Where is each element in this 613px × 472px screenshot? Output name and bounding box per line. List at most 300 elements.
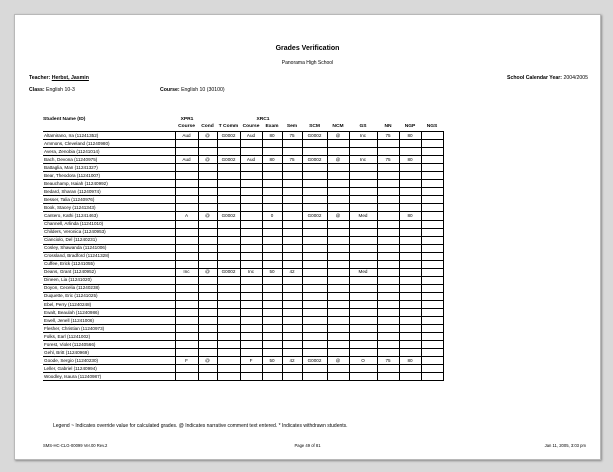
student-name-cell: Beauchamp, Isaiah (11240992) <box>43 180 175 188</box>
grade-cell <box>240 300 262 308</box>
table-row <box>43 373 443 381</box>
student-name-cell: Channell, Arlinda (11241010) <box>43 220 175 228</box>
footer-form-id: SMS-HC-CLG-00099 Ver.00 Rev.2 <box>43 443 108 448</box>
grade-cell: G0002 <box>217 268 240 276</box>
grade-cell <box>399 188 421 196</box>
grade-cell <box>377 309 399 317</box>
grade-cell <box>198 236 217 244</box>
grade-cell: Med <box>349 212 377 220</box>
grade-cell <box>421 228 443 236</box>
grade-cell <box>349 252 377 260</box>
column-header: GS <box>359 124 367 129</box>
grade-cell <box>399 148 421 156</box>
grade-cell <box>421 164 443 172</box>
grade-cell <box>302 252 327 260</box>
grade-cell <box>217 204 240 212</box>
grade-cell <box>282 365 302 373</box>
grade-cell <box>282 373 302 381</box>
grade-cell <box>262 292 282 300</box>
grade-cell <box>240 164 262 172</box>
grade-cell <box>217 220 240 228</box>
grade-cell <box>282 220 302 228</box>
grade-cell <box>282 300 302 308</box>
grade-cell <box>421 325 443 333</box>
grade-cell: G0002 <box>217 132 240 140</box>
table-row <box>43 172 443 180</box>
grade-cell <box>327 300 349 308</box>
grade-cell <box>262 341 282 349</box>
student-name-cell: Ammons, Cleveland (11240980) <box>43 140 175 148</box>
grade-cell <box>377 333 399 341</box>
grade-cell: G0002 <box>217 156 240 164</box>
grade-cell: F <box>240 357 262 365</box>
grade-cell: F <box>175 357 198 365</box>
grade-cell <box>421 292 443 300</box>
grade-cell <box>421 357 443 365</box>
student-name-cell: Ebel, Perry (11240248) <box>43 300 175 308</box>
grade-cell <box>349 284 377 292</box>
grade-cell <box>421 140 443 148</box>
grade-cell <box>175 341 198 349</box>
grade-cell <box>399 341 421 349</box>
grade-cell <box>175 236 198 244</box>
table-row <box>43 148 443 156</box>
table-row <box>43 365 443 373</box>
student-name-cell: Woodley, Isaura (11240987) <box>43 373 175 381</box>
grade-cell <box>217 188 240 196</box>
grade-cell <box>327 244 349 252</box>
grade-cell <box>217 236 240 244</box>
grade-cell <box>198 188 217 196</box>
grade-cell <box>327 309 349 317</box>
grade-cell: 75 <box>282 156 302 164</box>
grade-cell <box>377 228 399 236</box>
teacher-label: Teacher: <box>29 75 51 81</box>
grade-cell: 75 <box>377 156 399 164</box>
grade-cell <box>421 300 443 308</box>
grade-cell <box>262 204 282 212</box>
grade-cell <box>175 325 198 333</box>
grade-cell <box>377 196 399 204</box>
grade-cell <box>377 172 399 180</box>
grade-cell <box>240 260 262 268</box>
column-header: Exam <box>265 124 279 129</box>
grade-cell <box>262 276 282 284</box>
grade-cell: 75 <box>377 132 399 140</box>
grade-cell: Inc <box>349 132 377 140</box>
grade-cell <box>262 260 282 268</box>
grade-cell <box>327 220 349 228</box>
table-row <box>43 357 443 365</box>
xpr1-group-header: XPR1 <box>180 117 194 122</box>
grade-cell <box>240 180 262 188</box>
student-name-header: Student Name (ID) <box>43 117 86 122</box>
grade-cell <box>217 292 240 300</box>
grade-cell <box>349 244 377 252</box>
grade-cell <box>399 196 421 204</box>
grade-cell <box>302 204 327 212</box>
grade-cell <box>262 244 282 252</box>
grade-cell <box>327 292 349 300</box>
grade-cell <box>282 292 302 300</box>
grade-cell <box>377 180 399 188</box>
grade-cell <box>302 300 327 308</box>
grade-cell <box>262 148 282 156</box>
grade-cell: G0002 <box>302 357 327 365</box>
grade-cell <box>399 244 421 252</box>
grade-cell <box>175 300 198 308</box>
grade-cell <box>377 188 399 196</box>
grade-cell <box>327 276 349 284</box>
grade-cell: Inc <box>240 268 262 276</box>
grade-cell <box>282 244 302 252</box>
grade-cell <box>399 164 421 172</box>
student-name-cell: Cianciolo, Del (11240231) <box>43 236 175 244</box>
grade-cell <box>240 212 262 220</box>
grade-cell <box>217 276 240 284</box>
grade-cell <box>302 148 327 156</box>
student-name-cell: Ewalt, Beaulah (11240986) <box>43 309 175 317</box>
grade-cell <box>282 164 302 172</box>
column-header: NCM <box>332 124 344 129</box>
table-row <box>43 309 443 317</box>
grade-cell <box>198 204 217 212</box>
grade-cell <box>262 172 282 180</box>
student-name-cell: Cosley, Shawanda (11241006) <box>43 244 175 252</box>
column-header: Sem <box>286 124 298 129</box>
grade-cell <box>262 333 282 341</box>
grade-cell <box>262 252 282 260</box>
student-name-cell: Book, Stacey (11241343) <box>43 204 175 212</box>
school-name: Panorama High School <box>281 60 334 66</box>
grade-cell <box>217 365 240 373</box>
grade-cell: Inc <box>175 268 198 276</box>
student-name-cell: Bear, Theodora (11241007) <box>43 172 175 180</box>
grade-cell <box>399 292 421 300</box>
course-line <box>160 87 225 93</box>
grade-cell <box>302 325 327 333</box>
student-name-cell: Altamirano, Ira (11241352) <box>43 132 175 140</box>
grade-cell <box>282 325 302 333</box>
footer-page-number: Page 49 of 81 <box>294 443 321 448</box>
grade-cell <box>262 284 282 292</box>
grade-cell <box>262 373 282 381</box>
grade-cell <box>302 244 327 252</box>
student-name-cell: Avera, Zenobia (11241014) <box>43 148 175 156</box>
grade-cell <box>421 341 443 349</box>
grade-cell <box>175 180 198 188</box>
table-row <box>43 300 443 308</box>
grade-cell <box>377 212 399 220</box>
grade-cell <box>327 333 349 341</box>
grade-cell <box>175 220 198 228</box>
grade-cell <box>377 204 399 212</box>
grade-cell <box>282 333 302 341</box>
grade-cell <box>175 276 198 284</box>
grade-cell <box>198 220 217 228</box>
grade-cell <box>302 373 327 381</box>
grade-cell: Aud <box>240 156 262 164</box>
grade-cell: 0 <box>262 212 282 220</box>
grade-cell: @ <box>327 132 349 140</box>
grade-cell <box>282 204 302 212</box>
column-header: NGP <box>404 124 416 129</box>
grade-cell <box>421 172 443 180</box>
grade-cell <box>349 365 377 373</box>
grade-cell <box>282 252 302 260</box>
grade-cell <box>349 309 377 317</box>
grade-cell <box>217 333 240 341</box>
grade-cell: 80 <box>262 132 282 140</box>
grade-cell: 42 <box>282 268 302 276</box>
table-row <box>43 220 443 228</box>
grade-cell <box>175 349 198 357</box>
student-name-cell: Deans, Grant (11240952) <box>43 268 175 276</box>
grade-cell <box>399 325 421 333</box>
table-row <box>43 188 443 196</box>
grade-cell <box>240 284 262 292</box>
xrc1-group-header: XRC1 <box>256 117 270 122</box>
grade-cell <box>399 309 421 317</box>
column-header: T Comm <box>218 124 239 129</box>
grade-cell <box>175 140 198 148</box>
grade-cell <box>198 276 217 284</box>
grade-cell <box>377 317 399 325</box>
grade-cell <box>217 260 240 268</box>
grade-cell <box>377 276 399 284</box>
grade-cell <box>327 188 349 196</box>
grade-cell <box>377 140 399 148</box>
table-row <box>43 276 443 284</box>
grade-cell: G0002 <box>217 212 240 220</box>
grade-cell <box>399 220 421 228</box>
grade-cell: O <box>349 357 377 365</box>
grade-cell <box>302 164 327 172</box>
grade-cell <box>217 164 240 172</box>
grade-cell <box>282 196 302 204</box>
grade-cell <box>377 349 399 357</box>
grade-cell: 80 <box>399 212 421 220</box>
grade-cell <box>175 244 198 252</box>
grade-cell <box>198 349 217 357</box>
grade-cell <box>217 357 240 365</box>
grade-cell <box>217 317 240 325</box>
grade-cell <box>421 148 443 156</box>
grade-cell <box>349 188 377 196</box>
student-name-cell: Battaglia, Man (11241327) <box>43 164 175 172</box>
grade-cell <box>240 252 262 260</box>
grade-cell <box>327 317 349 325</box>
grade-cell <box>302 341 327 349</box>
grade-cell <box>302 140 327 148</box>
table-row <box>43 132 443 140</box>
grade-cell <box>282 172 302 180</box>
grade-cell <box>282 260 302 268</box>
grade-cell <box>198 252 217 260</box>
grade-cell <box>399 268 421 276</box>
grade-cell: 75 <box>282 132 302 140</box>
grade-cell <box>302 309 327 317</box>
grade-cell <box>399 260 421 268</box>
grade-cell <box>217 228 240 236</box>
grade-cell <box>282 276 302 284</box>
grade-cell <box>240 333 262 341</box>
grade-cell <box>421 373 443 381</box>
grade-cell <box>175 204 198 212</box>
grade-cell <box>175 333 198 341</box>
grade-cell <box>262 317 282 325</box>
grade-cell <box>302 292 327 300</box>
column-header: NGS <box>426 124 438 129</box>
grade-cell <box>175 284 198 292</box>
grade-cell <box>175 228 198 236</box>
grade-cell <box>421 220 443 228</box>
grade-cell <box>302 284 327 292</box>
table-row <box>43 252 443 260</box>
grade-cell <box>302 236 327 244</box>
student-name-cell: Childers, Veronica (11240953) <box>43 228 175 236</box>
grade-cell <box>327 172 349 180</box>
grade-cell <box>262 188 282 196</box>
grade-cell <box>217 244 240 252</box>
grade-cell <box>217 349 240 357</box>
grade-cell <box>198 325 217 333</box>
student-name-cell: Gehl, Britt (11240969) <box>43 349 175 357</box>
grade-cell <box>240 140 262 148</box>
grade-cell <box>262 180 282 188</box>
grade-cell <box>175 164 198 172</box>
grade-cell <box>421 244 443 252</box>
table-row <box>43 292 443 300</box>
grade-cell <box>175 196 198 204</box>
grade-cell <box>349 228 377 236</box>
grade-cell <box>175 373 198 381</box>
grade-cell <box>377 236 399 244</box>
grade-cell <box>198 260 217 268</box>
teacher-name: Herbst, Jasmin <box>51 75 89 81</box>
grade-cell <box>175 292 198 300</box>
grade-cell <box>377 252 399 260</box>
grade-cell <box>349 140 377 148</box>
grade-cell <box>282 349 302 357</box>
grade-cell <box>240 317 262 325</box>
grade-cell <box>217 284 240 292</box>
grade-cell <box>175 317 198 325</box>
table-row <box>43 260 443 268</box>
report-title: Grades Verification <box>275 45 340 52</box>
grade-cell <box>421 349 443 357</box>
calendar-label: School Calendar Year: <box>507 75 563 81</box>
grade-cell <box>377 325 399 333</box>
table-row <box>43 212 443 220</box>
grade-cell <box>377 220 399 228</box>
grade-cell <box>349 180 377 188</box>
grade-cell <box>421 365 443 373</box>
student-name-cell: Bach, Devona (11240975) <box>43 156 175 164</box>
column-header: Course <box>242 124 260 129</box>
grade-cell <box>262 228 282 236</box>
grade-cell <box>421 260 443 268</box>
table-row <box>43 349 443 357</box>
grade-cell <box>240 228 262 236</box>
grade-cell <box>399 317 421 325</box>
grade-cell <box>175 188 198 196</box>
grade-cell <box>175 172 198 180</box>
grade-cell <box>421 156 443 164</box>
grade-cell <box>282 180 302 188</box>
grade-cell: Aud <box>175 132 198 140</box>
grade-cell <box>282 341 302 349</box>
grade-cell <box>198 300 217 308</box>
grade-cell <box>302 196 327 204</box>
grade-cell <box>302 317 327 325</box>
grade-cell <box>327 341 349 349</box>
grade-cell <box>349 349 377 357</box>
grade-cell <box>377 373 399 381</box>
report-page <box>14 14 601 460</box>
grade-cell <box>217 341 240 349</box>
grade-cell <box>399 252 421 260</box>
grade-cell <box>198 292 217 300</box>
grade-cell <box>399 284 421 292</box>
grade-cell <box>377 365 399 373</box>
table-row <box>43 180 443 188</box>
grade-cell <box>349 164 377 172</box>
grade-cell <box>377 260 399 268</box>
grade-cell <box>240 172 262 180</box>
grade-cell <box>349 220 377 228</box>
grade-cell <box>327 365 349 373</box>
grade-cell <box>349 373 377 381</box>
grade-cell <box>282 140 302 148</box>
grade-cell <box>198 148 217 156</box>
grade-cell <box>198 373 217 381</box>
class-line <box>29 87 75 93</box>
grade-cell: @ <box>198 268 217 276</box>
grade-cell <box>349 341 377 349</box>
grade-cell <box>217 373 240 381</box>
grade-cell <box>262 325 282 333</box>
grade-cell <box>240 365 262 373</box>
grade-cell <box>302 268 327 276</box>
grade-cell <box>262 300 282 308</box>
student-name-cell: Cuffee, Erick (11241055) <box>43 260 175 268</box>
column-header: Course <box>178 124 195 129</box>
grade-cell <box>421 317 443 325</box>
student-name-cell: Crossland, Bradford (11241328) <box>43 252 175 260</box>
grade-cell <box>240 196 262 204</box>
grade-cell <box>240 349 262 357</box>
student-name-cell: Goode, Sergio (11240230) <box>43 357 175 365</box>
grade-cell <box>217 196 240 204</box>
table-row <box>43 196 443 204</box>
grade-cell <box>327 260 349 268</box>
grade-cell <box>377 341 399 349</box>
grade-cell <box>282 309 302 317</box>
grade-cell <box>327 252 349 260</box>
student-name-cell: Besser, Talia (11240976) <box>43 196 175 204</box>
grade-cell <box>240 325 262 333</box>
grade-cell: @ <box>327 357 349 365</box>
table-row <box>43 236 443 244</box>
grade-cell <box>349 300 377 308</box>
grade-cell <box>282 188 302 196</box>
student-name-cell: Bedard, Sharan (11240974) <box>43 188 175 196</box>
grade-cell <box>175 365 198 373</box>
table-row <box>43 204 443 212</box>
grade-cell <box>175 148 198 156</box>
table-row <box>43 317 443 325</box>
